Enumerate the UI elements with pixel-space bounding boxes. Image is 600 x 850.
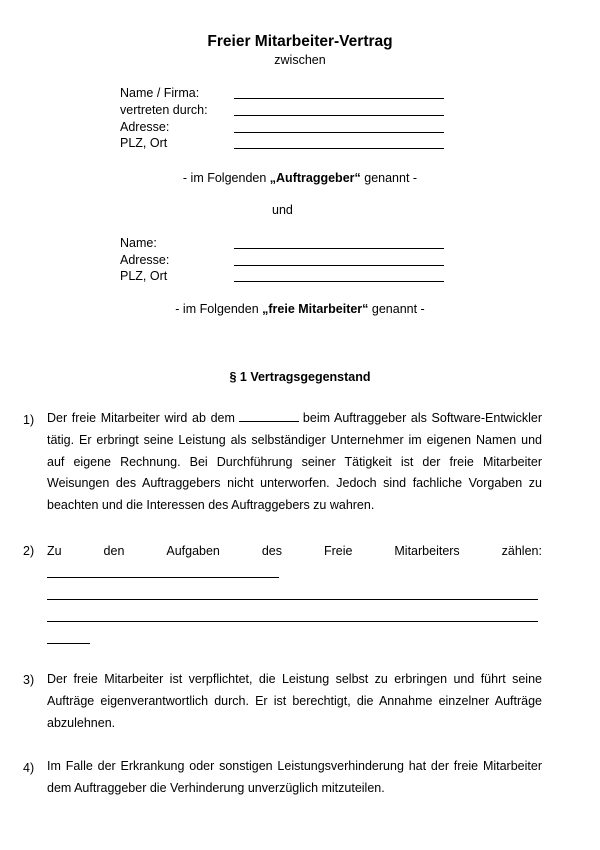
item-number: 2) xyxy=(23,544,35,558)
item-2-word: zählen: xyxy=(501,544,542,558)
party1-name-label: Name / Firma: xyxy=(120,86,200,100)
party2-city-label: PLZ, Ort xyxy=(120,269,168,283)
party2-address-row xyxy=(120,253,450,269)
party1-city-field[interactable] xyxy=(234,148,444,149)
tasks-field-line[interactable] xyxy=(47,577,279,578)
item-2-word: den xyxy=(103,544,125,558)
party1-representative-row xyxy=(120,103,450,119)
item-1-text xyxy=(47,408,542,517)
party1-representative-field[interactable] xyxy=(234,115,444,116)
party1-representative-label: vertreten durch: xyxy=(120,103,208,117)
item-number: 3) xyxy=(23,673,35,687)
start-date-field[interactable] xyxy=(239,411,299,422)
item-4-text: Im Falle der Erkrankung oder sonstigen Leistungsverhinderung hat der freie Mitarbeiter dem Auftraggeber die Verhinderung unverzüglich mitzuteilen. xyxy=(47,759,542,795)
tasks-field-line[interactable] xyxy=(47,599,538,600)
item-number: 4) xyxy=(23,761,35,775)
designation-role: „Auftraggeber“ xyxy=(269,171,361,185)
item-2-word: Zu xyxy=(47,544,62,558)
item-2-word: des xyxy=(261,544,282,558)
party2-name-label: Name: xyxy=(120,236,157,250)
party2-address-label: Adresse: xyxy=(120,253,170,267)
contract-title: Freier Mitarbeiter-Vertrag xyxy=(207,33,393,50)
item-1-text-start: Der freie Mitarbeiter wird ab dem xyxy=(47,411,235,425)
item-3-text: Der freie Mitarbeiter ist verpflichtet, die Leistung selbst zu erbringen und führt seine Aufträge eigenverantwortlich durch. Er ist berechtigt, die Annahme einzelner Aufträge abzulehnen. xyxy=(47,672,542,730)
party2-name-field[interactable] xyxy=(234,248,444,249)
party1-city-label: PLZ, Ort xyxy=(120,136,168,150)
section-heading: § 1 Vertragsgegenstand xyxy=(229,370,371,384)
party1-name-row xyxy=(120,86,450,102)
connector-text: und xyxy=(272,203,293,217)
item-number: 1) xyxy=(23,413,35,427)
party1-address-field[interactable] xyxy=(234,132,444,133)
party1-address-label: Adresse: xyxy=(120,120,170,134)
party1-address-row xyxy=(120,120,450,136)
party1-city-row xyxy=(120,136,450,152)
contract-subtitle: zwischen xyxy=(274,53,326,67)
item-2-word: Aufgaben xyxy=(166,544,220,558)
item-1-text-end: beim Auftraggeber als Software-Entwickler tätig. Er erbringt seine Leistung als selbständiger Unternehmer im eigenen Namen und auf eigene Rechnung. Bei Durchführung seiner Tätigkeit ist der freie Mitarbeiter Weisungen des Auftraggebers nicht unterworfen. Jedoch sind fachliche Vorgaben zu beachten und die Interessen des Auftraggebers zu wahren. xyxy=(47,411,542,513)
designation-suffix: genannt - xyxy=(368,302,425,316)
party2-designation xyxy=(0,302,600,316)
item-2-word: Mitarbeiters xyxy=(394,544,460,558)
designation-prefix: - im Folgenden xyxy=(182,171,270,185)
designation-role: „freie Mitarbeiter“ xyxy=(262,302,369,316)
item-2-word: Freie xyxy=(323,544,353,558)
party2-name-row xyxy=(120,236,450,252)
designation-suffix: genannt - xyxy=(360,171,418,185)
party1-name-field[interactable] xyxy=(234,98,444,99)
party2-address-field[interactable] xyxy=(234,265,444,266)
party2-city-row xyxy=(120,269,450,285)
tasks-field-line[interactable] xyxy=(47,621,538,622)
party1-designation xyxy=(0,171,600,185)
party2-city-field[interactable] xyxy=(234,281,444,282)
designation-prefix: - im Folgenden xyxy=(175,302,263,316)
item-2-text xyxy=(47,544,542,558)
tasks-field-line[interactable] xyxy=(47,643,90,644)
